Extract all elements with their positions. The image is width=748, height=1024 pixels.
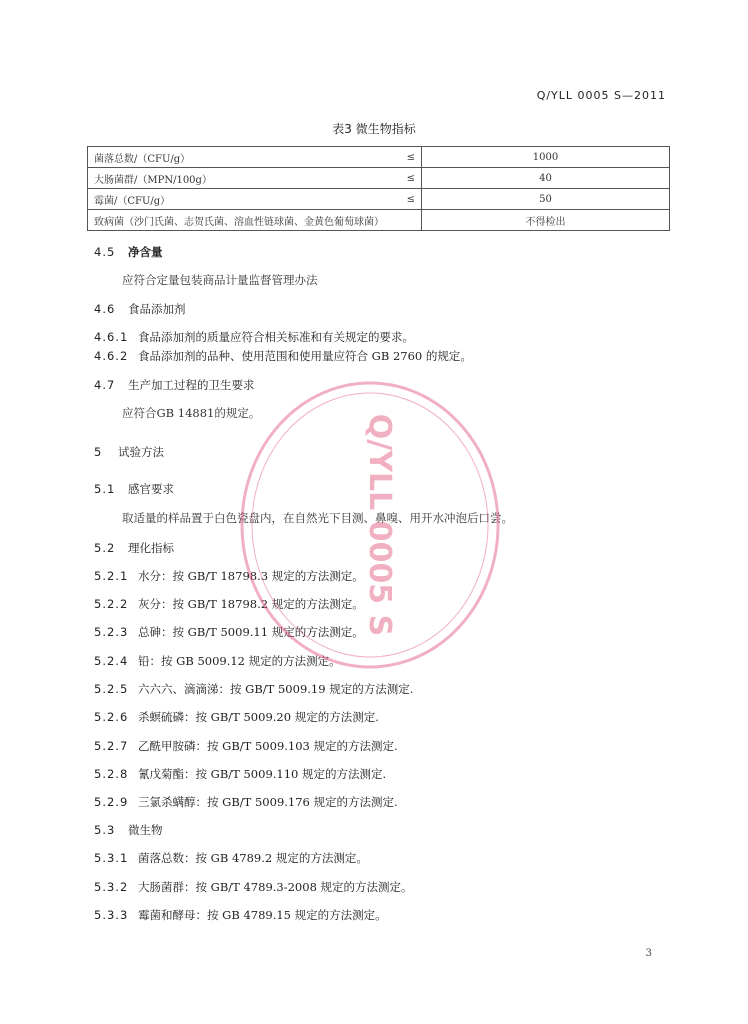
paragraph-net-content: 应符合定量包装商品计量监督管理办法 — [122, 273, 318, 287]
clause-5-3-2: 5.3.2 大肠菌群：按 GB/T 4789.3-2008 规定的方法测定。 — [94, 880, 413, 894]
clause-5-3-1: 5.3.1 菌落总数：按 GB 4789.2 规定的方法测定。 — [94, 851, 368, 865]
item-cell: 大肠菌群/（MPN/100g） — [88, 168, 390, 189]
clause-5-2-1: 5.2.1 水分：按 GB/T 18798.3 规定的方法测定。 — [94, 569, 364, 583]
item-cell: 霉菌/（CFU/g） — [88, 189, 390, 210]
value-cell: 1000 — [422, 147, 670, 168]
table-row — [88, 210, 670, 231]
paragraph-hygiene: 应符合GB 14881的规定。 — [122, 406, 261, 420]
table-title: 表3 微生物指标 — [332, 122, 416, 136]
clause-5-2-2: 5.2.2 灰分：按 GB/T 18798.2 规定的方法测定。 — [94, 597, 364, 611]
clause-5-2-3: 5.2.3 总砷：按 GB/T 5009.11 规定的方法测定。 — [94, 625, 364, 639]
table-row — [88, 168, 670, 189]
value-cell: 50 — [422, 189, 670, 210]
comparator-cell: ≤ — [389, 168, 422, 189]
section-heading-4-5: 4.5 净含量 — [94, 245, 163, 259]
microbial-indicator-table — [87, 146, 670, 231]
section-heading-4-7: 4.7 生产加工过程的卫生要求 — [94, 378, 255, 392]
clause-4-6-1: 4.6.1 食品添加剂的质量应符合相关标准和有关规定的要求。 — [94, 330, 414, 344]
clause-5-2-6: 5.2.6 杀螟硫磷：按 GB/T 5009.20 规定的方法测定. — [94, 710, 379, 724]
section-heading-5-3: 5.3 微生物 — [94, 823, 163, 837]
value-cell: 40 — [422, 168, 670, 189]
seal-text: Q/YLL 0005 S — [362, 413, 397, 637]
item-cell: 致病菌（沙门氏菌、志贺氏菌、溶血性链球菌、金黄色葡萄球菌） — [88, 210, 390, 231]
section-heading-4-6: 4.6 食品添加剂 — [94, 302, 186, 316]
table-row — [88, 189, 670, 210]
section-heading-5-1: 5.1 感官要求 — [94, 482, 174, 496]
clause-5-2-7: 5.2.7 乙酰甲胺磷：按 GB/T 5009.103 规定的方法测定. — [94, 739, 398, 753]
clause-5-2-9: 5.2.9 三氯杀螨醇：按 GB/T 5009.176 规定的方法测定. — [94, 795, 398, 809]
comparator-cell: ≤ — [389, 147, 422, 168]
table-row — [88, 147, 670, 168]
comparator-cell — [389, 210, 422, 231]
section-heading-5-2: 5.2 理化指标 — [94, 541, 174, 555]
page-number: 3 — [645, 948, 652, 959]
clause-5-2-4: 5.2.4 铅：按 GB 5009.12 规定的方法测定。 — [94, 654, 341, 668]
value-cell: 不得检出 — [422, 210, 670, 231]
paragraph-sensory: 取适量的样品置于白色瓷盘内，在自然光下目测、鼻嗅、用开水冲泡后口尝。 — [122, 511, 513, 525]
standard-code: Q/YLL 0005 S—2011 — [536, 89, 666, 102]
item-cell: 菌落总数/（CFU/g） — [88, 147, 390, 168]
section-heading-5: 5 试验方法 — [94, 445, 164, 459]
clause-5-2-8: 5.2.8 氰戊菊酯：按 GB/T 5009.110 规定的方法测定. — [94, 767, 387, 781]
clause-4-6-2: 4.6.2 食品添加剂的品种、使用范围和使用量应符合 GB 2760 的规定。 — [94, 349, 472, 363]
clause-5-2-5: 5.2.5 六六六、滴滴涕：按 GB/T 5009.19 规定的方法测定. — [94, 682, 414, 696]
clause-5-3-3: 5.3.3 霉菌和酵母：按 GB 4789.15 规定的方法测定。 — [94, 908, 387, 922]
comparator-cell: ≤ — [389, 189, 422, 210]
